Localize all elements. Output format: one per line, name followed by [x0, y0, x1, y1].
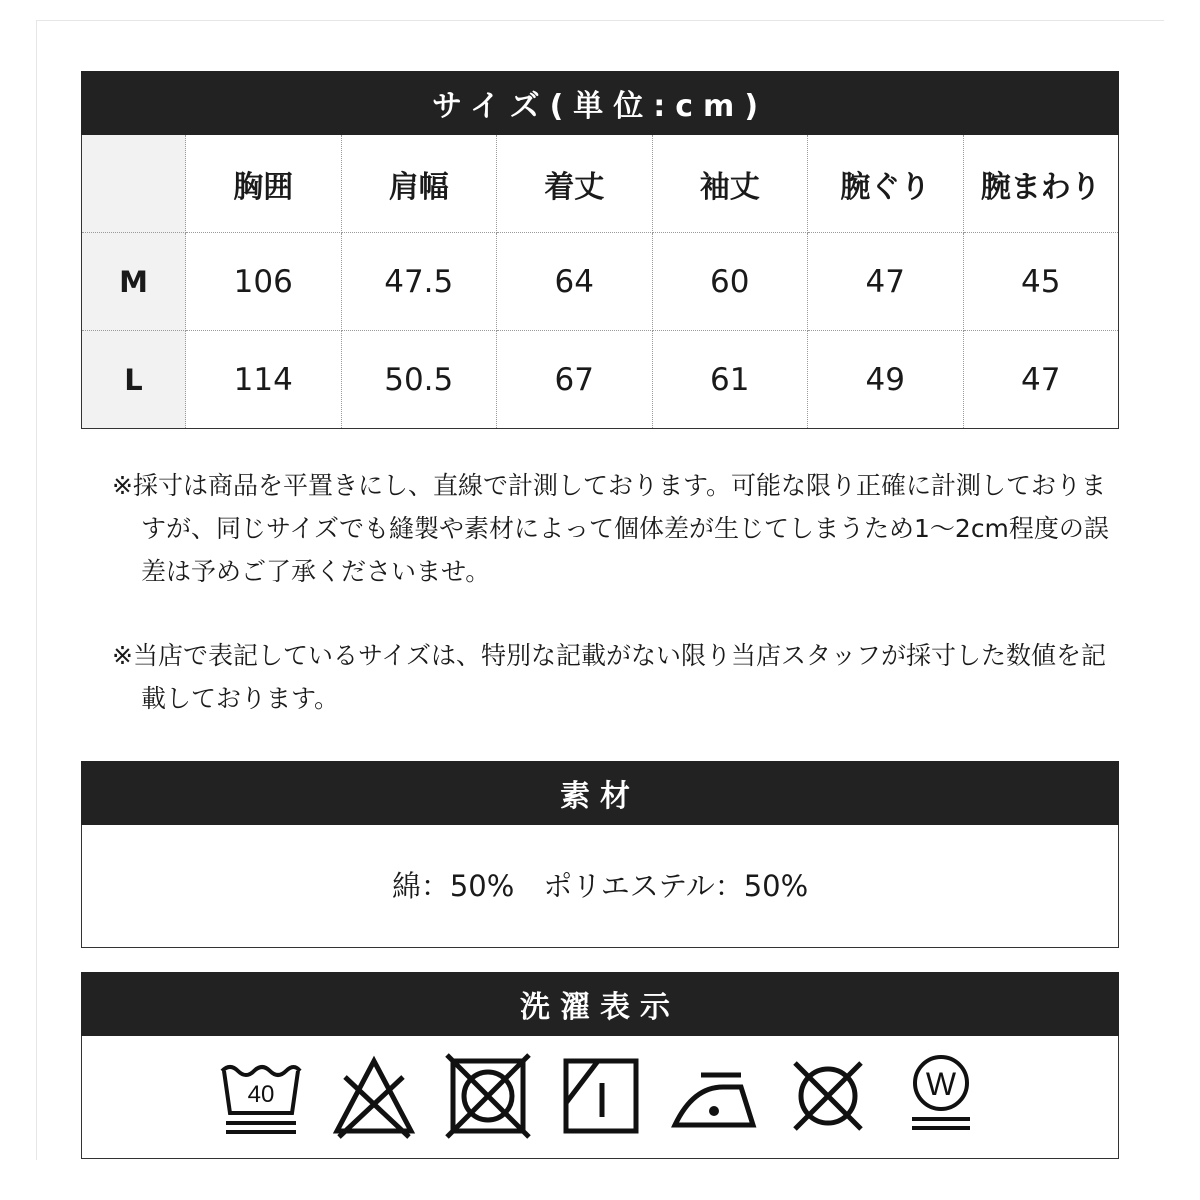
size-section-header — [81, 71, 1119, 135]
table-cell: 47 — [963, 331, 1119, 429]
size-table — [81, 135, 1119, 429]
do-not-dry-clean-icon — [785, 1053, 871, 1139]
table-cell: 114 — [186, 331, 342, 429]
table-cell: 49 — [808, 331, 964, 429]
notes — [112, 464, 1112, 761]
column-header: 腕まわり — [963, 135, 1119, 233]
material-box — [81, 825, 1119, 948]
care-section-title: 洗濯表示 — [520, 990, 680, 1025]
column-header: 肩幅 — [341, 135, 497, 233]
size-label: L — [82, 331, 186, 429]
table-cell: 47 — [808, 233, 964, 331]
drip-dry-shade-icon — [558, 1053, 644, 1139]
table-cell: 64 — [497, 233, 653, 331]
note-measurement: ※採寸は商品を平置きにし、直線で計測しております。可能な限り正確に計測しておりますが、同じサイズでも縫製や素材によって個体差が生じてしまうため1～2cm程度の誤差は予めご了承くださいませ。 — [112, 471, 1109, 586]
material-section-header — [81, 761, 1119, 825]
column-header: 袖丈 — [652, 135, 808, 233]
table-row — [82, 233, 1119, 331]
care-icons-row — [82, 1036, 1118, 1156]
table-cell: 45 — [963, 233, 1119, 331]
column-header: 胸囲 — [186, 135, 342, 233]
table-cell: 61 — [652, 331, 808, 429]
material-section-title: 素材 — [560, 779, 640, 814]
wash-40-gentle-icon — [218, 1053, 304, 1139]
iron-low-icon — [671, 1053, 757, 1139]
frame-line — [36, 20, 1164, 21]
wet-clean-gentle-icon — [898, 1053, 984, 1139]
size-section-title: サイズ(単位:cm) — [431, 89, 769, 124]
wet-clean-letter: W — [925, 1066, 957, 1102]
size-table-header-row — [82, 135, 1119, 233]
size-label: M — [82, 233, 186, 331]
frame-line — [36, 20, 37, 1160]
care-box — [81, 1036, 1119, 1159]
table-cell: 47.5 — [341, 233, 497, 331]
table-cell: 50.5 — [341, 331, 497, 429]
material-composition: 綿：50% ポリエステル：50% — [391, 869, 809, 903]
table-cell: 106 — [186, 233, 342, 331]
wash-temperature-label: 40 — [247, 1081, 275, 1108]
table-cell: 67 — [497, 331, 653, 429]
note-size-notation: ※当店で表記しているサイズは、特別な記載がない限り当店スタッフが採寸した数値を記載しております。 — [112, 641, 1106, 713]
column-header: 腕ぐり — [808, 135, 964, 233]
size-table-corner — [82, 135, 186, 233]
column-header: 着丈 — [497, 135, 653, 233]
table-cell: 60 — [652, 233, 808, 331]
care-section-header — [81, 972, 1119, 1036]
do-not-tumble-dry-icon — [445, 1053, 531, 1139]
do-not-bleach-icon — [331, 1053, 417, 1139]
table-row — [82, 331, 1119, 429]
